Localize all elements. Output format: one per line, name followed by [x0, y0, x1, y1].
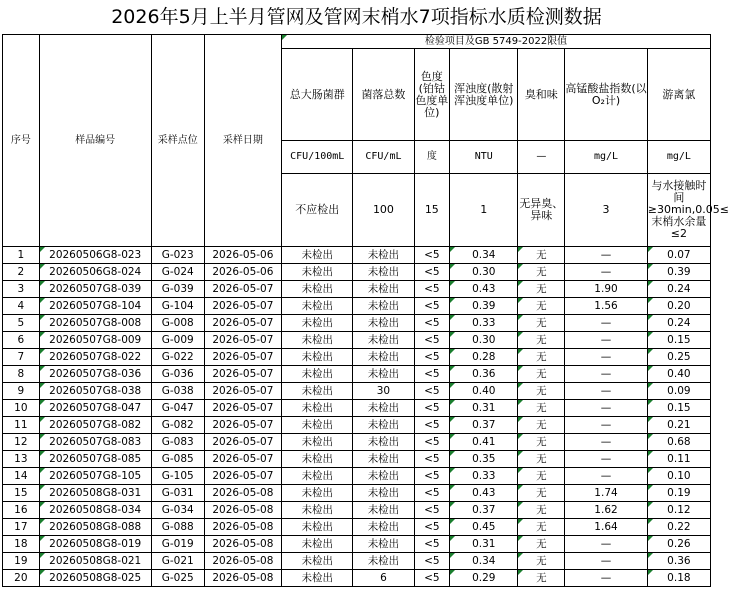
cell-sampling-date: 2026-05-06	[204, 264, 281, 281]
cell-color: <5	[414, 264, 450, 281]
cell-sample-no: 20260507G8-047	[39, 400, 151, 417]
cell-sampling-date: 2026-05-07	[204, 332, 281, 349]
cell-odor: 无	[518, 502, 565, 519]
cell-odor: 无	[518, 468, 565, 485]
cell-sampling-point: G-019	[151, 536, 204, 553]
cell-sampling-point: G-088	[151, 519, 204, 536]
cell-coliform: 未检出	[282, 417, 353, 434]
cell-seq: 13	[3, 451, 40, 468]
cell-coliform: 未检出	[282, 332, 353, 349]
cell-colony: 未检出	[353, 349, 414, 366]
cell-colony: 未检出	[353, 400, 414, 417]
cell-coliform: 未检出	[282, 451, 353, 468]
cell-coliform: 未检出	[282, 264, 353, 281]
cell-odor: 无	[518, 383, 565, 400]
cell-chlorine: 0.19	[647, 485, 710, 502]
cell-chlorine: 0.15	[647, 400, 710, 417]
water-quality-table	[2, 34, 729, 587]
cell-colony: 未检出	[353, 553, 414, 570]
cell-seq: 15	[3, 485, 40, 502]
cell-codmn: —	[565, 247, 648, 264]
cell-seq: 4	[3, 298, 40, 315]
cell-sampling-date: 2026-05-08	[204, 570, 281, 587]
cell-turbidity: 0.40	[450, 383, 518, 400]
cell-chlorine: 0.20	[647, 298, 710, 315]
cell-color: <5	[414, 434, 450, 451]
cell-turbidity: 0.28	[450, 349, 518, 366]
cell-chlorine: 0.10	[647, 468, 710, 485]
cell-sampling-point: G-085	[151, 451, 204, 468]
cell-color: <5	[414, 553, 450, 570]
cell-color: <5	[414, 298, 450, 315]
param-name-turbidity: 浑浊度(散射浑浊度单位)	[450, 49, 518, 141]
cell-colony: 未检出	[353, 298, 414, 315]
cell-chlorine: 0.25	[647, 349, 710, 366]
cell-seq: 14	[3, 468, 40, 485]
cell-color: <5	[414, 366, 450, 383]
header-sampling-date: 采样日期	[204, 35, 281, 247]
cell-odor: 无	[518, 485, 565, 502]
cell-chlorine: 0.12	[647, 502, 710, 519]
unit-odor: —	[518, 141, 565, 174]
cell-colony: 未检出	[353, 468, 414, 485]
cell-turbidity: 0.30	[450, 264, 518, 281]
cell-chlorine: 0.26	[647, 536, 710, 553]
cell-colony: 未检出	[353, 247, 414, 264]
cell-coliform: 未检出	[282, 281, 353, 298]
cell-chlorine: 0.18	[647, 570, 710, 587]
cell-sampling-date: 2026-05-08	[204, 485, 281, 502]
cell-color: <5	[414, 281, 450, 298]
cell-sample-no: 20260506G8-023	[39, 247, 151, 264]
cell-sampling-point: G-082	[151, 417, 204, 434]
unit-codmn: mg/L	[565, 141, 648, 174]
cell-seq: 11	[3, 417, 40, 434]
cell-color: <5	[414, 570, 450, 587]
header-sampling-point: 采样点位	[151, 35, 204, 247]
cell-seq: 6	[3, 332, 40, 349]
cell-sample-no: 20260507G8-009	[39, 332, 151, 349]
cell-codmn: —	[565, 264, 648, 281]
table-body	[3, 247, 711, 587]
cell-odor: 无	[518, 400, 565, 417]
cell-codmn: 1.64	[565, 519, 648, 536]
cell-turbidity: 0.43	[450, 281, 518, 298]
cell-sampling-point: G-024	[151, 264, 204, 281]
cell-coliform: 未检出	[282, 298, 353, 315]
table-row	[3, 247, 711, 264]
cell-coliform: 未检出	[282, 536, 353, 553]
cell-color: <5	[414, 468, 450, 485]
cell-turbidity: 0.34	[450, 553, 518, 570]
cell-color: <5	[414, 315, 450, 332]
cell-sampling-date: 2026-05-07	[204, 451, 281, 468]
cell-colony: 未检出	[353, 281, 414, 298]
cell-sampling-point: G-022	[151, 349, 204, 366]
cell-codmn: —	[565, 400, 648, 417]
unit-colony: CFU/mL	[353, 141, 414, 174]
cell-turbidity: 0.41	[450, 434, 518, 451]
cell-coliform: 未检出	[282, 366, 353, 383]
cell-codmn: 1.56	[565, 298, 648, 315]
table-row	[3, 553, 711, 570]
cell-sampling-point: G-083	[151, 434, 204, 451]
cell-coliform: 未检出	[282, 502, 353, 519]
cell-chlorine: 0.39	[647, 264, 710, 281]
cell-sample-no: 20260507G8-104	[39, 298, 151, 315]
cell-sample-no: 20260507G8-038	[39, 383, 151, 400]
cell-seq: 12	[3, 434, 40, 451]
cell-codmn: —	[565, 366, 648, 383]
cell-sample-no: 20260507G8-039	[39, 281, 151, 298]
cell-odor: 无	[518, 281, 565, 298]
cell-coliform: 未检出	[282, 468, 353, 485]
cell-codmn: —	[565, 315, 648, 332]
cell-seq: 19	[3, 553, 40, 570]
cell-sampling-date: 2026-05-08	[204, 502, 281, 519]
cell-coliform: 未检出	[282, 400, 353, 417]
cell-turbidity: 0.31	[450, 400, 518, 417]
cell-turbidity: 0.37	[450, 502, 518, 519]
cell-sampling-point: G-039	[151, 281, 204, 298]
cell-colony: 未检出	[353, 315, 414, 332]
cell-coliform: 未检出	[282, 519, 353, 536]
param-name-color: 色度(铂钴色度单位)	[414, 49, 450, 141]
cell-sample-no: 20260507G8-036	[39, 366, 151, 383]
cell-coliform: 未检出	[282, 383, 353, 400]
cell-coliform: 未检出	[282, 553, 353, 570]
cell-odor: 无	[518, 417, 565, 434]
cell-sampling-date: 2026-05-07	[204, 417, 281, 434]
cell-colony: 未检出	[353, 332, 414, 349]
cell-chlorine: 0.15	[647, 332, 710, 349]
cell-turbidity: 0.29	[450, 570, 518, 587]
cell-seq: 8	[3, 366, 40, 383]
cell-odor: 无	[518, 332, 565, 349]
table-row	[3, 434, 711, 451]
cell-coliform: 未检出	[282, 434, 353, 451]
cell-odor: 无	[518, 553, 565, 570]
cell-color: <5	[414, 332, 450, 349]
cell-chlorine: 0.24	[647, 315, 710, 332]
cell-codmn: —	[565, 553, 648, 570]
cell-odor: 无	[518, 366, 565, 383]
cell-sampling-point: G-036	[151, 366, 204, 383]
table-row	[3, 400, 711, 417]
limit-color: 15	[414, 174, 450, 247]
cell-turbidity: 0.39	[450, 298, 518, 315]
cell-colony: 未检出	[353, 485, 414, 502]
limit-codmn: 3	[565, 174, 648, 247]
cell-coliform: 未检出	[282, 247, 353, 264]
param-name-codmn: 高锰酸盐指数(以O₂计)	[565, 49, 648, 141]
cell-codmn: 1.62	[565, 502, 648, 519]
cell-seq: 9	[3, 383, 40, 400]
cell-turbidity: 0.43	[450, 485, 518, 502]
cell-sampling-point: G-034	[151, 502, 204, 519]
cell-codmn: 1.74	[565, 485, 648, 502]
param-name-colony: 菌落总数	[353, 49, 414, 141]
cell-sampling-date: 2026-05-07	[204, 281, 281, 298]
unit-turbidity: NTU	[450, 141, 518, 174]
header-sample-no: 样品编号	[39, 35, 151, 247]
cell-seq: 1	[3, 247, 40, 264]
cell-colony: 未检出	[353, 264, 414, 281]
cell-sample-no: 20260507G8-083	[39, 434, 151, 451]
cell-turbidity: 0.33	[450, 468, 518, 485]
unit-color: 度	[414, 141, 450, 174]
cell-sampling-point: G-021	[151, 553, 204, 570]
cell-sampling-point: G-047	[151, 400, 204, 417]
cell-sampling-point: G-009	[151, 332, 204, 349]
cell-sample-no: 20260508G8-088	[39, 519, 151, 536]
cell-color: <5	[414, 519, 450, 536]
cell-odor: 无	[518, 247, 565, 264]
cell-sampling-date: 2026-05-08	[204, 519, 281, 536]
table-row	[3, 349, 711, 366]
limit-coliform: 不应检出	[282, 174, 353, 247]
cell-sampling-date: 2026-05-07	[204, 298, 281, 315]
cell-sampling-date: 2026-05-06	[204, 247, 281, 264]
cell-color: <5	[414, 536, 450, 553]
cell-codmn: —	[565, 434, 648, 451]
cell-seq: 16	[3, 502, 40, 519]
cell-colony: 未检出	[353, 536, 414, 553]
cell-sampling-point: G-023	[151, 247, 204, 264]
param-name-odor: 臭和味	[518, 49, 565, 141]
cell-sample-no: 20260506G8-024	[39, 264, 151, 281]
cell-sampling-point: G-038	[151, 383, 204, 400]
cell-odor: 无	[518, 315, 565, 332]
cell-sample-no: 20260508G8-021	[39, 553, 151, 570]
table-row	[3, 332, 711, 349]
cell-colony: 未检出	[353, 366, 414, 383]
table-row	[3, 366, 711, 383]
cell-sampling-point: G-031	[151, 485, 204, 502]
document-title: 2026年5月上半月管网及管网末梢水7项指标水质检测数据	[111, 6, 602, 28]
cell-sampling-date: 2026-05-07	[204, 400, 281, 417]
cell-chlorine: 0.22	[647, 519, 710, 536]
cell-color: <5	[414, 247, 450, 264]
cell-chlorine: 0.11	[647, 451, 710, 468]
cell-turbidity: 0.45	[450, 519, 518, 536]
cell-sample-no: 20260507G8-022	[39, 349, 151, 366]
cell-seq: 2	[3, 264, 40, 281]
cell-color: <5	[414, 485, 450, 502]
cell-chlorine: 0.36	[647, 553, 710, 570]
cell-colony: 未检出	[353, 417, 414, 434]
table-row	[3, 570, 711, 587]
cell-turbidity: 0.31	[450, 536, 518, 553]
cell-seq: 3	[3, 281, 40, 298]
unit-coliform: CFU/100mL	[282, 141, 353, 174]
cell-odor: 无	[518, 349, 565, 366]
cell-seq: 7	[3, 349, 40, 366]
cell-sample-no: 20260507G8-105	[39, 468, 151, 485]
cell-chlorine: 0.21	[647, 417, 710, 434]
cell-seq: 5	[3, 315, 40, 332]
cell-turbidity: 0.36	[450, 366, 518, 383]
header-seq: 序号	[3, 35, 40, 247]
cell-sampling-point: G-104	[151, 298, 204, 315]
cell-color: <5	[414, 502, 450, 519]
cell-turbidity: 0.37	[450, 417, 518, 434]
limit-odor: 无异臭、异味	[518, 174, 565, 247]
cell-colony: 未检出	[353, 451, 414, 468]
cell-color: <5	[414, 451, 450, 468]
cell-seq: 17	[3, 519, 40, 536]
cell-seq: 20	[3, 570, 40, 587]
cell-chlorine: 0.24	[647, 281, 710, 298]
cell-odor: 无	[518, 519, 565, 536]
cell-codmn: —	[565, 451, 648, 468]
cell-chlorine: 0.40	[647, 366, 710, 383]
cell-colony: 未检出	[353, 502, 414, 519]
cell-chlorine: 0.07	[647, 247, 710, 264]
cell-odor: 无	[518, 536, 565, 553]
table-row	[3, 519, 711, 536]
cell-codmn: —	[565, 332, 648, 349]
cell-turbidity: 0.35	[450, 451, 518, 468]
cell-codmn: —	[565, 349, 648, 366]
cell-chlorine: 0.09	[647, 383, 710, 400]
cell-colony: 30	[353, 383, 414, 400]
cell-sampling-date: 2026-05-07	[204, 468, 281, 485]
cell-sample-no: 20260507G8-082	[39, 417, 151, 434]
cell-sampling-date: 2026-05-07	[204, 349, 281, 366]
cell-codmn: 1.90	[565, 281, 648, 298]
header-limit-caption: 检验项目及GB 5749-2022限值	[282, 35, 711, 49]
cell-seq: 10	[3, 400, 40, 417]
cell-coliform: 未检出	[282, 485, 353, 502]
cell-sample-no: 20260508G8-025	[39, 570, 151, 587]
table-row	[3, 298, 711, 315]
cell-codmn: —	[565, 570, 648, 587]
cell-sample-no: 20260508G8-034	[39, 502, 151, 519]
cell-sampling-point: G-105	[151, 468, 204, 485]
cell-sampling-point: G-008	[151, 315, 204, 332]
cell-sampling-date: 2026-05-07	[204, 366, 281, 383]
cell-colony: 未检出	[353, 434, 414, 451]
table-row	[3, 451, 711, 468]
cell-odor: 无	[518, 264, 565, 281]
cell-colony: 未检出	[353, 519, 414, 536]
limit-chlorine: 与水接触时间≥30min,0.05≤末梢水余量≤2	[647, 174, 710, 247]
cell-sample-no: 20260508G8-031	[39, 485, 151, 502]
cell-coliform: 未检出	[282, 570, 353, 587]
cell-sample-no: 20260507G8-008	[39, 315, 151, 332]
cell-sampling-date: 2026-05-07	[204, 383, 281, 400]
cell-colony: 6	[353, 570, 414, 587]
cell-sampling-date: 2026-05-07	[204, 315, 281, 332]
cell-color: <5	[414, 349, 450, 366]
cell-codmn: —	[565, 417, 648, 434]
cell-turbidity: 0.30	[450, 332, 518, 349]
cell-codmn: —	[565, 468, 648, 485]
cell-coliform: 未检出	[282, 315, 353, 332]
table-row	[3, 383, 711, 400]
cell-chlorine: 0.68	[647, 434, 710, 451]
cell-sample-no: 20260507G8-085	[39, 451, 151, 468]
cell-seq: 18	[3, 536, 40, 553]
table-row	[3, 281, 711, 298]
cell-odor: 无	[518, 434, 565, 451]
limit-colony: 100	[353, 174, 414, 247]
unit-chlorine: mg/L	[647, 141, 710, 174]
cell-turbidity: 0.34	[450, 247, 518, 264]
cell-sampling-date: 2026-05-07	[204, 434, 281, 451]
table-row	[3, 417, 711, 434]
table-row	[3, 485, 711, 502]
cell-color: <5	[414, 417, 450, 434]
cell-color: <5	[414, 400, 450, 417]
param-name-coliform: 总大肠菌群	[282, 49, 353, 141]
cell-odor: 无	[518, 570, 565, 587]
limit-turbidity: 1	[450, 174, 518, 247]
cell-sampling-date: 2026-05-08	[204, 536, 281, 553]
cell-color: <5	[414, 383, 450, 400]
cell-sampling-date: 2026-05-08	[204, 553, 281, 570]
table-row	[3, 264, 711, 281]
limit-caption-row	[3, 35, 711, 49]
cell-sample-no: 20260508G8-019	[39, 536, 151, 553]
cell-sampling-point: G-025	[151, 570, 204, 587]
cell-codmn: —	[565, 383, 648, 400]
cell-codmn: —	[565, 536, 648, 553]
cell-turbidity: 0.33	[450, 315, 518, 332]
table-row	[3, 315, 711, 332]
cell-coliform: 未检出	[282, 349, 353, 366]
table-row	[3, 502, 711, 519]
param-name-chlorine: 游离氯	[647, 49, 710, 141]
table-row	[3, 468, 711, 485]
table-row	[3, 536, 711, 553]
cell-odor: 无	[518, 451, 565, 468]
cell-odor: 无	[518, 298, 565, 315]
